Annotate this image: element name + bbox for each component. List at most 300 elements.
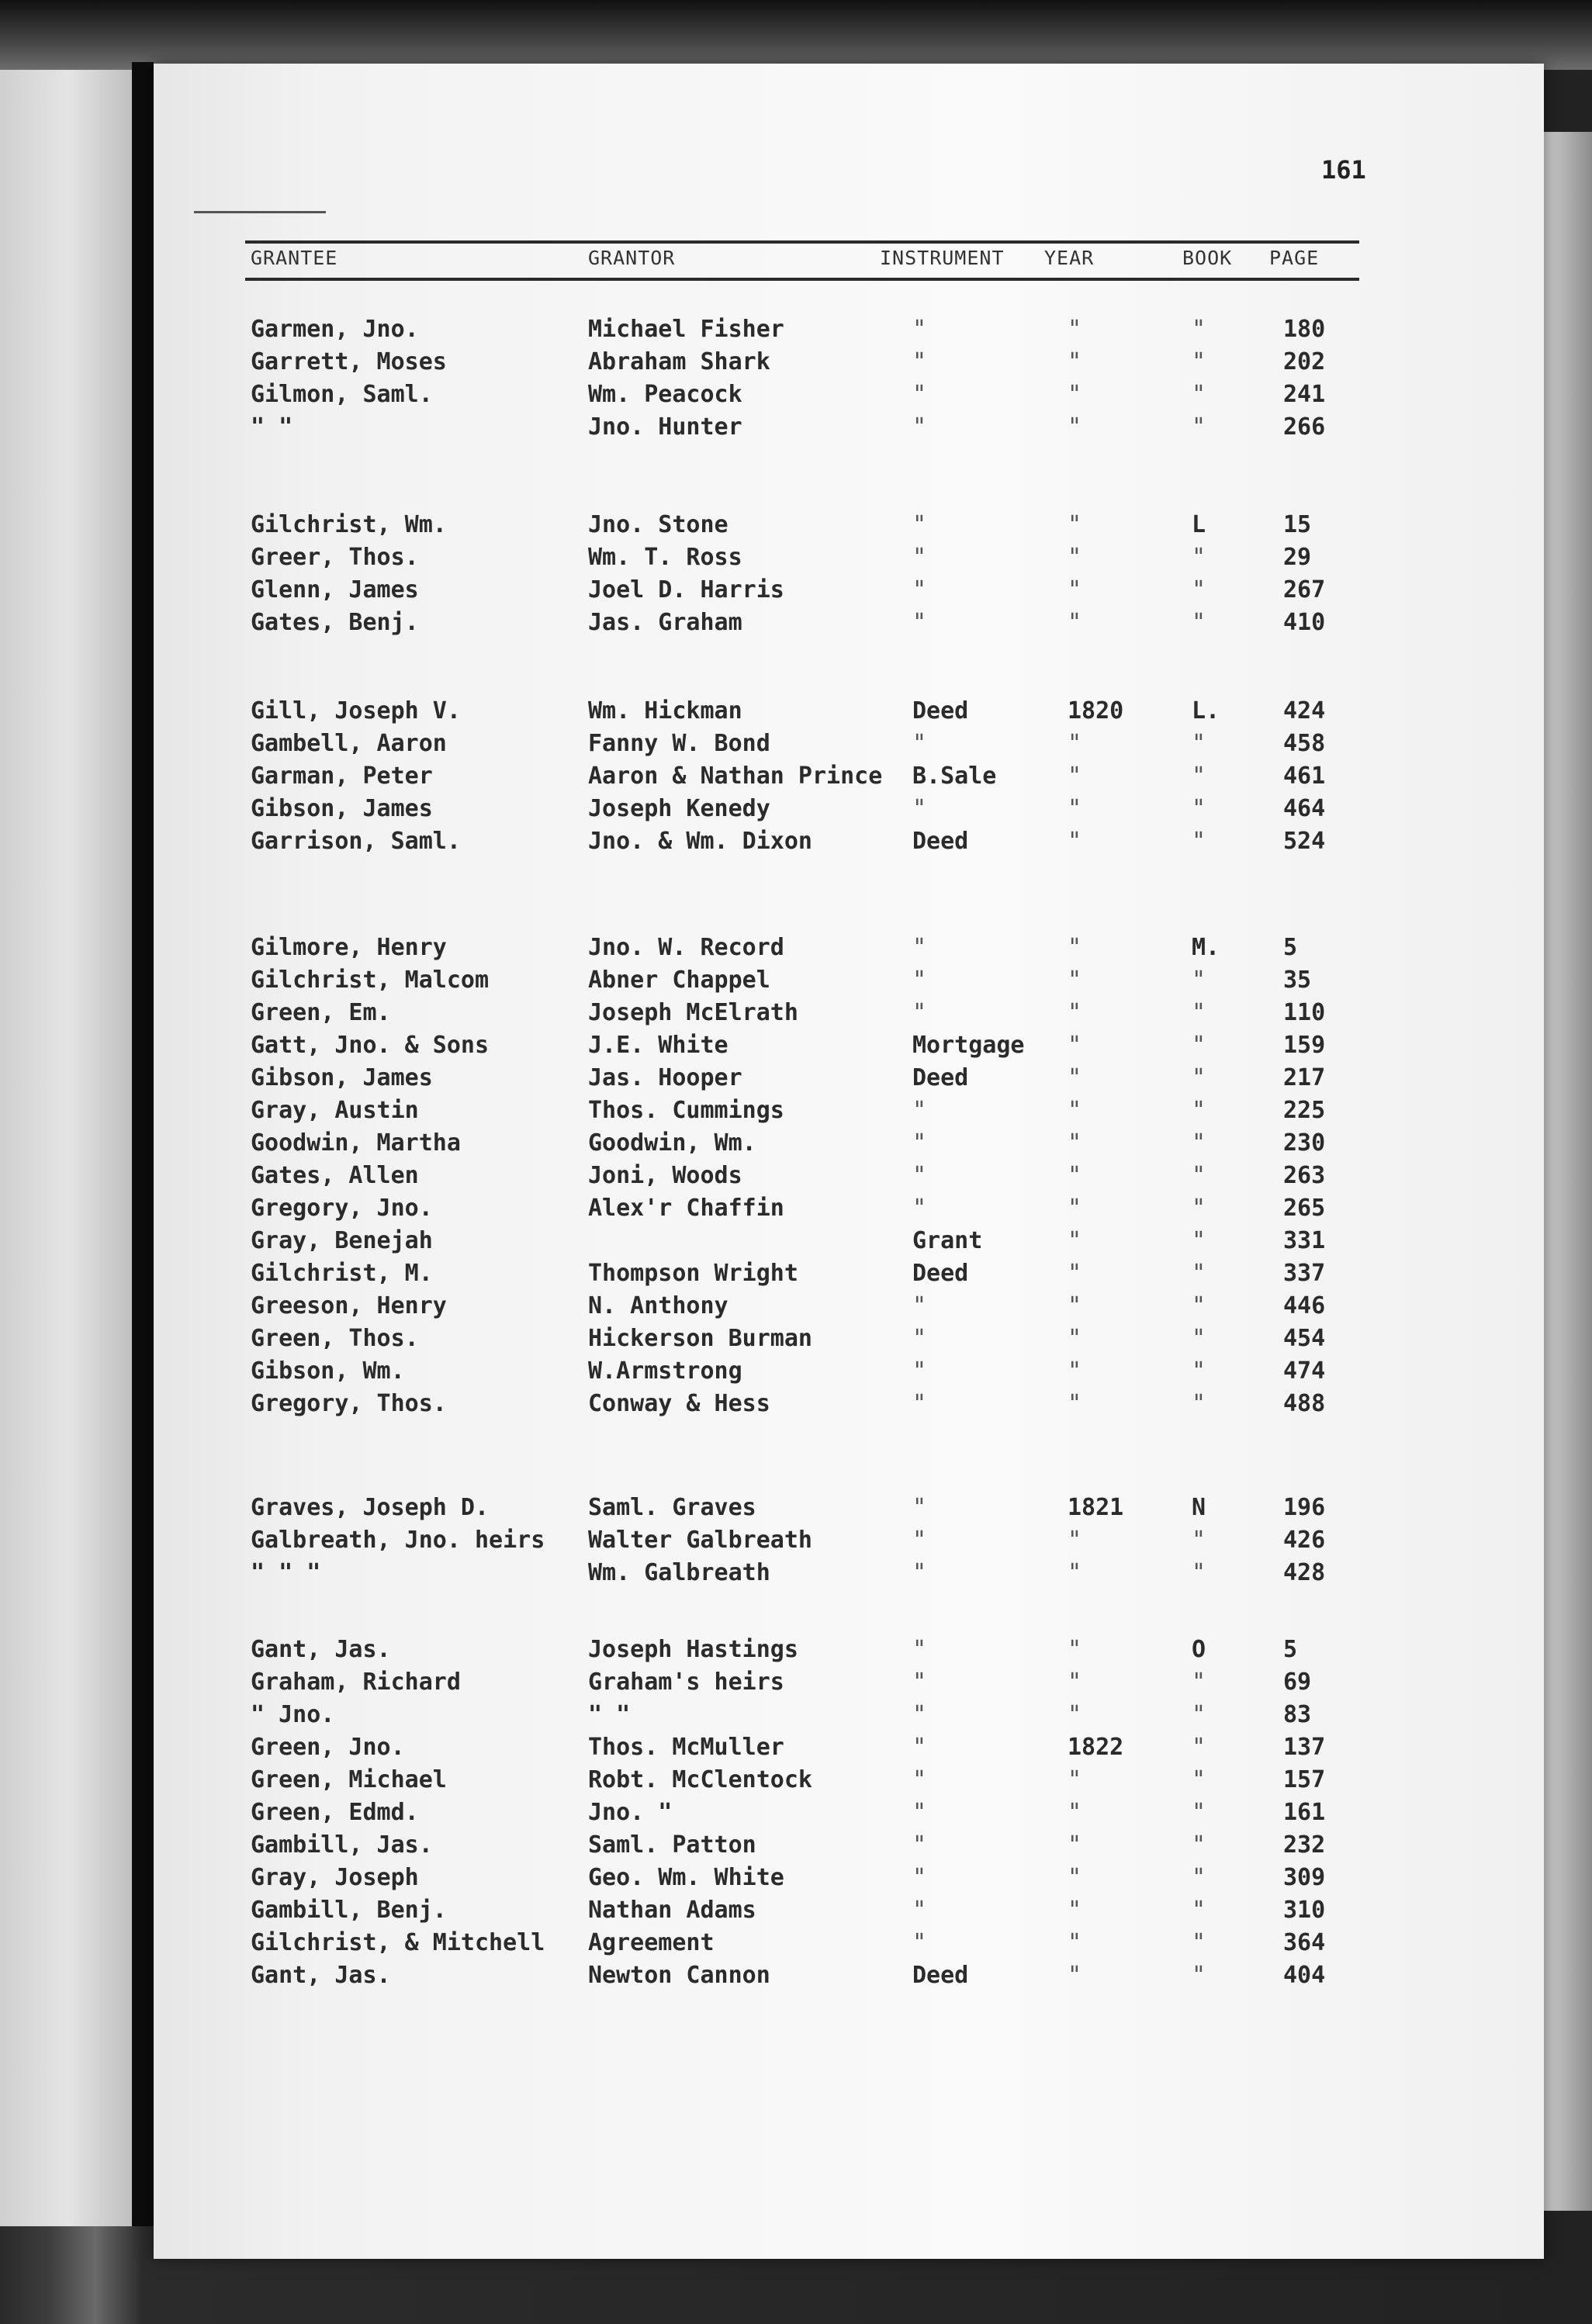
cell-instrument: " [912,576,927,603]
cell-year: " [1068,1799,1082,1826]
index-row [154,1732,1544,1763]
cell-year: 1821 [1068,1494,1124,1521]
cell-book: " [1192,1734,1206,1761]
cell-grantee: Gilchrist, Malcom [251,967,490,994]
cell-page: 404 [1283,1962,1326,1989]
cell-instrument: Deed [912,1260,969,1287]
index-row [154,1928,1544,1959]
cell-page: 157 [1283,1766,1326,1793]
cell-page: 337 [1283,1260,1326,1287]
cell-grantee: Green, Em. [251,999,391,1026]
cell-grantor: Walter Galbreath [588,1527,812,1554]
cell-grantor: Wm. Galbreath [588,1559,770,1586]
cell-grantor: Newton Cannon [588,1962,770,1989]
cell-year: " [1068,1292,1082,1319]
cell-instrument: " [912,934,927,961]
cell-grantor: Hickerson Burman [588,1325,812,1352]
cell-grantor: Jno. & Wm. Dixon [588,828,812,855]
index-row [154,1797,1544,1828]
cell-grantee: Gilmon, Saml. [251,381,433,408]
cell-book: " [1192,1864,1206,1891]
cell-year: " [1068,1559,1082,1586]
cell-year: " [1068,316,1082,343]
cell-grantee: Green, Thos. [251,1325,419,1352]
cell-page: 180 [1283,316,1326,343]
cell-grantee: " Jno. [251,1701,335,1728]
cell-book: " [1192,1390,1206,1417]
cell-grantor: N. Anthony [588,1292,729,1319]
cell-grantor: Wm. Hickman [588,697,742,725]
index-row [154,1291,1544,1322]
index-row [154,1030,1544,1061]
cell-book: " [1192,1097,1206,1124]
cell-page: 69 [1283,1669,1312,1696]
index-entries [154,64,1544,2259]
cell-grantor: Joel D. Harris [588,576,784,603]
cell-book: " [1192,1701,1206,1728]
cell-grantee: Green, Michael [251,1766,447,1793]
index-row [154,1258,1544,1289]
cell-grantor: Abraham Shark [588,348,770,375]
cell-grantee: Gilmore, Henry [251,934,447,961]
cell-instrument: " [912,1195,927,1222]
cell-grantor: Joseph Hastings [588,1636,798,1663]
cell-grantor: W.Armstrong [588,1357,742,1385]
cell-instrument: " [912,609,927,636]
header-book: BOOK [1182,247,1233,269]
header-grantor: GRANTOR [588,247,676,269]
cell-book: N [1192,1494,1206,1521]
cell-grantee: Gibson, James [251,795,433,822]
cell-year: " [1068,576,1082,603]
cell-book: " [1192,1162,1206,1189]
cell-instrument: " [912,1669,927,1696]
cell-instrument: " [912,1097,927,1124]
cell-year: " [1068,544,1082,571]
cell-book: " [1192,1129,1206,1157]
cell-page: 225 [1283,1097,1326,1124]
index-row [154,1095,1544,1126]
index-row [154,1667,1544,1698]
cell-grantor: Jas. Graham [588,609,742,636]
cell-year: " [1068,1129,1082,1157]
index-row [154,1128,1544,1159]
cell-book: " [1192,413,1206,441]
cell-instrument: " [912,1897,927,1924]
cell-page: 217 [1283,1064,1326,1091]
cell-book: " [1192,544,1206,571]
index-row [154,696,1544,727]
cell-year: " [1068,967,1082,994]
index-row [154,1356,1544,1387]
cell-page: 110 [1283,999,1326,1026]
cell-book: M. [1192,934,1220,961]
cell-book: " [1192,730,1206,757]
cell-grantee: Gates, Benj. [251,609,419,636]
cell-page: 446 [1283,1292,1326,1319]
cell-year: " [1068,730,1082,757]
index-row [154,1960,1544,1991]
cell-book: " [1192,609,1206,636]
cell-instrument: " [912,1636,927,1663]
cell-grantor: Nathan Adams [588,1897,756,1924]
cell-grantee: " " " [251,1559,321,1586]
cell-page: 196 [1283,1494,1326,1521]
index-row [154,794,1544,825]
cell-grantor: Thompson Wright [588,1260,798,1287]
cell-year: " [1068,1636,1082,1663]
index-row [154,1063,1544,1094]
cell-year: " [1068,1669,1082,1696]
cell-instrument: " [912,1527,927,1554]
cell-grantee: Galbreath, Jno. heirs [251,1527,545,1554]
header-year: YEAR [1044,247,1095,269]
cell-grantor: Conway & Hess [588,1390,770,1417]
cell-instrument: " [912,413,927,441]
cell-year: " [1068,1962,1082,1989]
cell-grantor: Geo. Wm. White [588,1864,784,1891]
cell-grantor: Jas. Hooper [588,1064,742,1091]
index-row [154,826,1544,857]
cell-page: 364 [1283,1929,1326,1956]
index-row [154,1525,1544,1556]
cell-page: 331 [1283,1227,1326,1254]
cell-page: 35 [1283,967,1312,994]
cell-year: " [1068,1162,1082,1189]
cell-instrument: " [912,381,927,408]
index-row [154,510,1544,541]
cell-page: 424 [1283,697,1326,725]
cell-instrument: " [912,1799,927,1826]
cell-book: " [1192,1260,1206,1287]
cell-instrument: " [912,1129,927,1157]
cell-instrument: " [912,1494,927,1521]
cell-grantor: Saml. Graves [588,1494,756,1521]
cell-page: 202 [1283,348,1326,375]
cell-grantee: Graves, Joseph D. [251,1494,490,1521]
cell-page: 265 [1283,1195,1326,1222]
cell-instrument: Grant [912,1227,983,1254]
cell-grantor: Joseph McElrath [588,999,798,1026]
cell-book: " [1192,1766,1206,1793]
cell-year: " [1068,1064,1082,1091]
cell-grantor: Alex'r Chaffin [588,1195,784,1222]
cell-grantor: Abner Chappel [588,967,770,994]
cell-grantee: Gray, Benejah [251,1227,433,1254]
cell-book: " [1192,1527,1206,1554]
cell-grantee: Gibson, Wm. [251,1357,405,1385]
cell-book: O [1192,1636,1206,1663]
index-row [154,1895,1544,1926]
index-row [154,1492,1544,1523]
cell-grantee: Garrison, Saml. [251,828,461,855]
cell-grantor: Jno. W. Record [588,934,784,961]
index-row [154,575,1544,606]
cell-book: " [1192,795,1206,822]
cell-instrument: " [912,1559,927,1586]
cell-grantee: Gant, Jas. [251,1636,391,1663]
cell-page: 426 [1283,1527,1326,1554]
index-row [154,998,1544,1029]
cell-book: L. [1192,697,1220,725]
cell-page: 267 [1283,576,1326,603]
cell-book: " [1192,1962,1206,1989]
cell-grantor: Joseph Kenedy [588,795,770,822]
index-row [154,314,1544,345]
cell-book: L [1192,511,1206,538]
cell-year: " [1068,1766,1082,1793]
cell-grantor: Jno. Stone [588,511,729,538]
cell-year: " [1068,1325,1082,1352]
cell-book: " [1192,576,1206,603]
index-row [154,965,1544,996]
cell-grantee: Graham, Richard [251,1669,461,1696]
cell-page: 161 [1283,1799,1326,1826]
cell-grantor: Agreement [588,1929,715,1956]
cell-instrument: Deed [912,697,969,725]
cell-year: " [1068,1357,1082,1385]
cell-year: 1822 [1068,1734,1124,1761]
cell-page: 458 [1283,730,1326,757]
cell-grantee: Green, Jno. [251,1734,405,1761]
index-row [154,1862,1544,1893]
cell-grantor: Aaron & Nathan Prince [588,763,883,790]
cell-book: " [1192,1929,1206,1956]
cell-year: " [1068,1097,1082,1124]
cell-book: " [1192,1799,1206,1826]
cell-year: " [1068,1195,1082,1222]
cell-page: 232 [1283,1831,1326,1859]
index-row [154,542,1544,573]
cell-grantee: Gant, Jas. [251,1962,391,1989]
page-number: 161 [1321,155,1366,185]
index-row [154,932,1544,963]
cell-instrument: " [912,511,927,538]
cell-grantee: Gregory, Jno. [251,1195,433,1222]
cell-book: " [1192,999,1206,1026]
cell-year: " [1068,828,1082,855]
cell-grantor: Fanny W. Bond [588,730,770,757]
cell-year: " [1068,1032,1082,1059]
cell-book: " [1192,316,1206,343]
cell-grantor: J.E. White [588,1032,729,1059]
cell-grantee: Gambell, Aaron [251,730,447,757]
cell-year: " [1068,1260,1082,1287]
cell-instrument: " [912,1357,927,1385]
cell-page: 461 [1283,763,1326,790]
cell-instrument: " [912,999,927,1026]
film-top-edge [0,0,1592,70]
cell-year: " [1068,934,1082,961]
cell-instrument: " [912,544,927,571]
cell-grantor: Jno. Hunter [588,413,742,441]
cell-grantee: Gilchrist, Wm. [251,511,447,538]
cell-instrument: " [912,1292,927,1319]
cell-year: " [1068,1227,1082,1254]
cell-page: 230 [1283,1129,1326,1157]
adjacent-page [0,70,136,2226]
cell-instrument: " [912,1831,927,1859]
cell-year: " [1068,1831,1082,1859]
cell-page: 29 [1283,544,1312,571]
cell-book: " [1192,1032,1206,1059]
index-row [154,1193,1544,1224]
cell-grantee: Goodwin, Martha [251,1129,461,1157]
cell-grantee: Greer, Thos. [251,544,419,571]
cell-instrument: " [912,1701,927,1728]
cell-grantee: " " [251,413,293,441]
cell-year: " [1068,1390,1082,1417]
cell-instrument: Deed [912,1962,969,1989]
cell-year: " [1068,795,1082,822]
cell-page: 241 [1283,381,1326,408]
cell-year: " [1068,1701,1082,1728]
cell-page: 5 [1283,934,1298,961]
cell-grantor: Thos. McMuller [588,1734,784,1761]
cell-grantee: Gambill, Jas. [251,1831,433,1859]
cell-book: " [1192,1227,1206,1254]
cell-instrument: Deed [912,828,969,855]
cell-year: " [1068,1864,1082,1891]
cell-grantee: Gill, Joseph V. [251,697,461,725]
cell-book: " [1192,1669,1206,1696]
cell-book: " [1192,1897,1206,1924]
cell-instrument: " [912,1929,927,1956]
cell-grantee: Gates, Allen [251,1162,419,1189]
cell-page: 263 [1283,1162,1326,1189]
cell-grantor: Jno. " [588,1799,673,1826]
cell-page: 488 [1283,1390,1326,1417]
cell-book: " [1192,967,1206,994]
cell-page: 464 [1283,795,1326,822]
cell-grantee: Gatt, Jno. & Sons [251,1032,490,1059]
cell-year: " [1068,1527,1082,1554]
cell-grantor: Wm. T. Ross [588,544,742,571]
index-row [154,607,1544,638]
cell-year: " [1068,1929,1082,1956]
cell-year: " [1068,381,1082,408]
cell-instrument: Mortgage [912,1032,1025,1059]
cell-year: " [1068,763,1082,790]
cell-book: " [1192,348,1206,375]
page-right-edge [1544,132,1592,2211]
cell-page: 159 [1283,1032,1326,1059]
cell-grantee: Gregory, Thos. [251,1390,447,1417]
index-row [154,728,1544,759]
cell-grantor: Michael Fisher [588,316,784,343]
cell-year: 1820 [1068,697,1124,725]
cell-book: " [1192,1357,1206,1385]
cell-grantee: Gray, Joseph [251,1864,419,1891]
index-row [154,1765,1544,1796]
cell-year: " [1068,1897,1082,1924]
cell-grantor: Saml. Patton [588,1831,756,1859]
cell-page: 5 [1283,1636,1298,1663]
index-row [154,1389,1544,1420]
cell-page: 15 [1283,511,1312,538]
cell-page: 454 [1283,1325,1326,1352]
cell-page: 310 [1283,1897,1326,1924]
cell-year: " [1068,609,1082,636]
cell-instrument: " [912,1162,927,1189]
cell-year: " [1068,999,1082,1026]
header-instrument: INSTRUMENT [880,247,1005,269]
cell-instrument: " [912,730,927,757]
index-row [154,1226,1544,1257]
index-row [154,1160,1544,1191]
index-row [154,379,1544,410]
header-grantee: GRANTEE [251,247,338,269]
cell-instrument: " [912,1325,927,1352]
index-row [154,1323,1544,1354]
cell-grantee: Glenn, James [251,576,419,603]
cell-year: " [1068,413,1082,441]
cell-page: 474 [1283,1357,1326,1385]
cell-grantor: Wm. Peacock [588,381,742,408]
cell-page: 410 [1283,609,1326,636]
index-row [154,1558,1544,1589]
deed-index-page [154,64,1544,2259]
cell-instrument: " [912,795,927,822]
cell-year: " [1068,511,1082,538]
cell-grantor: Goodwin, Wm. [588,1129,756,1157]
cell-instrument: " [912,316,927,343]
cell-grantor: " " [588,1701,631,1728]
cell-instrument: " [912,1766,927,1793]
cell-grantee: Gibson, James [251,1064,433,1091]
cell-page: 524 [1283,828,1326,855]
book-binding [132,62,154,2226]
cell-grantee: Garman, Peter [251,763,433,790]
cell-page: 137 [1283,1734,1326,1761]
cell-book: " [1192,1325,1206,1352]
cell-grantee: Greeson, Henry [251,1292,447,1319]
cell-grantor: Thos. Cummings [588,1097,784,1124]
cell-page: 266 [1283,413,1326,441]
cell-book: " [1192,381,1206,408]
cell-year: " [1068,348,1082,375]
cell-instrument: " [912,1864,927,1891]
cell-grantee: Gilchrist, & Mitchell [251,1929,545,1956]
cell-grantor: Robt. McClentock [588,1766,812,1793]
index-row [154,761,1544,792]
cell-book: " [1192,1831,1206,1859]
cell-instrument: " [912,1390,927,1417]
cell-book: " [1192,763,1206,790]
index-row [154,1830,1544,1861]
cell-grantee: Gilchrist, M. [251,1260,433,1287]
cell-grantee: Garrett, Moses [251,348,447,375]
cell-grantee: Gambill, Benj. [251,1897,447,1924]
cell-page: 309 [1283,1864,1326,1891]
header-page: PAGE [1269,247,1320,269]
cell-page: 428 [1283,1559,1326,1586]
index-row [154,412,1544,443]
cell-grantee: Garmen, Jno. [251,316,419,343]
cell-grantee: Gray, Austin [251,1097,419,1124]
cell-book: " [1192,828,1206,855]
index-row [154,1700,1544,1731]
cell-instrument: " [912,1734,927,1761]
cell-instrument: " [912,967,927,994]
cell-book: " [1192,1559,1206,1586]
index-row [154,1634,1544,1665]
cell-instrument: " [912,348,927,375]
cell-grantee: Green, Edmd. [251,1799,419,1826]
cell-instrument: Deed [912,1064,969,1091]
cell-book: " [1192,1195,1206,1222]
cell-grantor: Joni, Woods [588,1162,742,1189]
